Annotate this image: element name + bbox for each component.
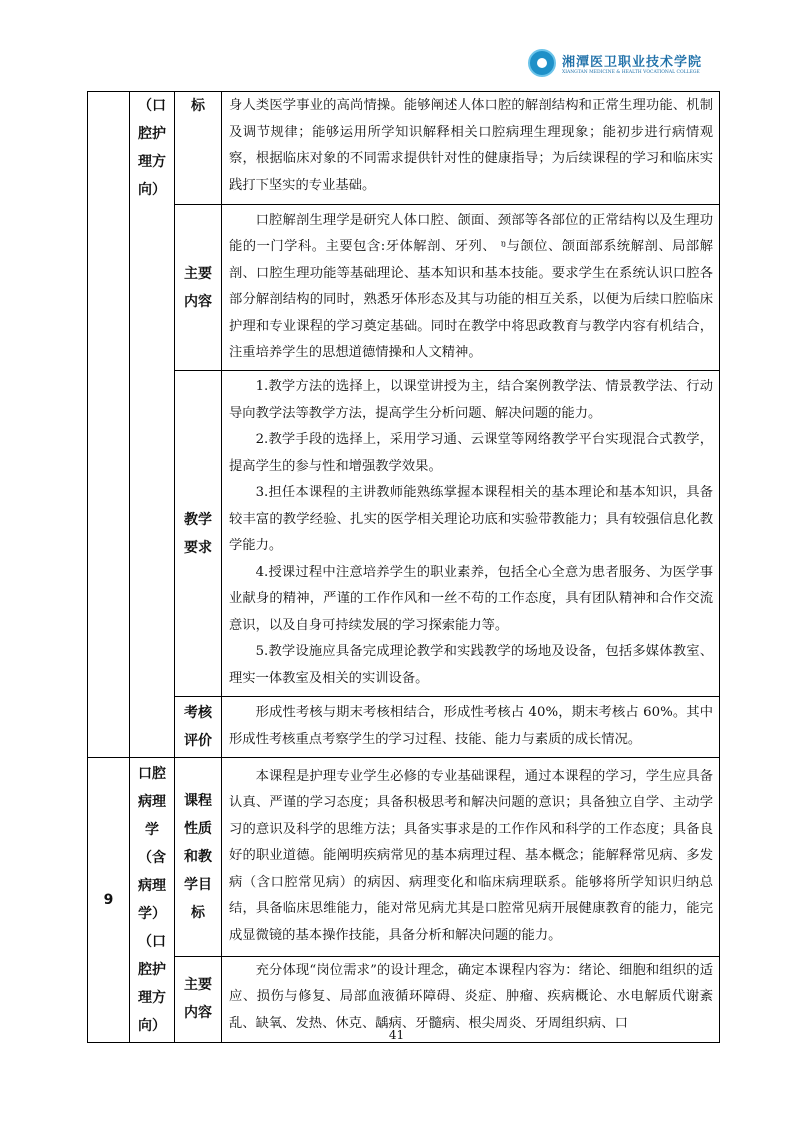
paragraph: 3.担任本课程的主讲教师能熟练掌握本课程相关的基本理论和基本知识，具备较丰富的教学经验、扎实的医学相关理论功底和实验带教能力；具有较强信息化教学能力。	[229, 485, 713, 553]
section-label: 考核评价	[175, 697, 222, 758]
paragraph: 4.授课过程中注意培养学生的职业素养，包括全心全意为患者服务、为医学事业献身的精神，严谨的工作作风和一丝不苟的工作态度，具有团队精神和合作交流意识，以及自身可持续发展的学习探索能力等。	[229, 564, 713, 633]
section-content	[222, 92, 720, 205]
table-row	[88, 205, 720, 371]
course-number-cell: 9	[88, 758, 130, 1043]
school-name	[562, 51, 702, 75]
table-row	[88, 758, 720, 957]
table-row	[88, 371, 720, 697]
paragraph: 2.教学手段的选择上，采用学习通、云课堂等网络教学平台实现混合式教学，提高学生的参与性和增强教学效果。	[229, 432, 713, 474]
paragraph: 身人类医学事业的高尚情操。能够阐述人体口腔的解剖结构和正常生理功能、机制及调节规律；能够运用所学知识解释相关口腔病理生理现象；能初步进行病情观察，根据临床对象的不同需求提供针对性的健康指导；为后续课程的学习和临床实践打下坚实的专业基础。	[229, 98, 713, 193]
school-name-en: XIANGTAN MEDICINE & HEALTH VOCATIONAL COLLEGE	[562, 70, 700, 75]
section-content	[222, 697, 720, 758]
course-number-cell	[88, 92, 130, 758]
table-row	[88, 697, 720, 758]
section-content	[222, 205, 720, 371]
school-name-cn: 湘潭医卫职业技术学院	[562, 55, 703, 70]
paragraph: 充分体现“岗位需求”的设计理念，确定本课程内容为：绪论、细胞和组织的适应、损伤与修复、局部血液循环障碍、炎症、肿瘤、疾病概论、水电解质代谢紊乱、缺氧、发热、休克、龋病、牙髓病、根尖周炎、牙周组织病、口	[229, 962, 713, 1031]
section-label: 标	[175, 92, 222, 205]
paragraph: 5.教学设施应具备完成理论教学和实践教学的场地及设备，包括多媒体教室、理实一体教室及相关的实训设备。	[229, 644, 713, 686]
course-name: 口腔病理学（含病理学）（口腔护理方向）	[138, 766, 166, 1034]
course-name-cell	[130, 758, 175, 1043]
course-table	[87, 91, 720, 1043]
table-row	[88, 92, 720, 205]
section-label: 课程性质和教学目标	[175, 758, 222, 957]
section-content	[222, 758, 720, 957]
page-number: 41	[388, 1028, 405, 1042]
section-label: 教学要求	[175, 371, 222, 697]
paragraph: 口腔解剖生理学是研究人体口腔、颌面、颈部等各部位的正常结构以及生理功能的一门学科。主要包含:牙体解剖、牙列、 ᵑ与颌位、颌面部系统解剖、局部解剖、口腔生理功能等基础理论、基本知识和基本技能。要求学生在系统认识口腔各部分解剖结构的同时，熟悉牙体形态及其与功能的相互关系，以便为后续口腔临床护理和专业课程的学习奠定基础。同时在教学中将思政教育与教学内容有机结合，注重培养学生的思想道德情操和人文精神。	[229, 212, 713, 360]
school-emblem-icon	[528, 49, 556, 77]
section-content	[222, 371, 720, 697]
section-label: 主要内容	[175, 205, 222, 371]
school-logo	[528, 46, 738, 80]
course-name-cell	[130, 92, 175, 758]
paragraph: 本课程是护理专业学生必修的专业基础课程，通过本课程的学习，学生应具备认真、严谨的学习态度；具备积极思考和解决问题的意识；具备独立自学、主动学习的意识及科学的思维方法；具备实事求是的工作作风和科学的工作态度；具备良好的职业道德。能阐明疾病常见的基本病理过程、基本概念；能解释常见病、多发病（含口腔常见病）的病因、病理变化和临床病理联系。能够将所学知识归纳总结，具备临床思维能力，能对常见病尤其是口腔常见病开展健康教育的能力，能完成显微镜的基本操作技能，具备分析和解决问题的能力。	[229, 768, 713, 943]
paragraph: 1.教学方法的选择上，以课堂讲授为主，结合案例教学法、情景教学法、行动导向教学法等教学方法，提高学生分析问题、解决问题的能力。	[229, 379, 713, 421]
section-label: 主要内容	[175, 956, 222, 1042]
course-name: （口腔护理方向）	[138, 98, 166, 198]
paragraph: 形成性考核与期末考核相结合，形成性考核占 40%，期末考核占 60%。其中形成性考核重点考察学生的学习过程、技能、能力与素质的成长情况。	[229, 705, 713, 747]
